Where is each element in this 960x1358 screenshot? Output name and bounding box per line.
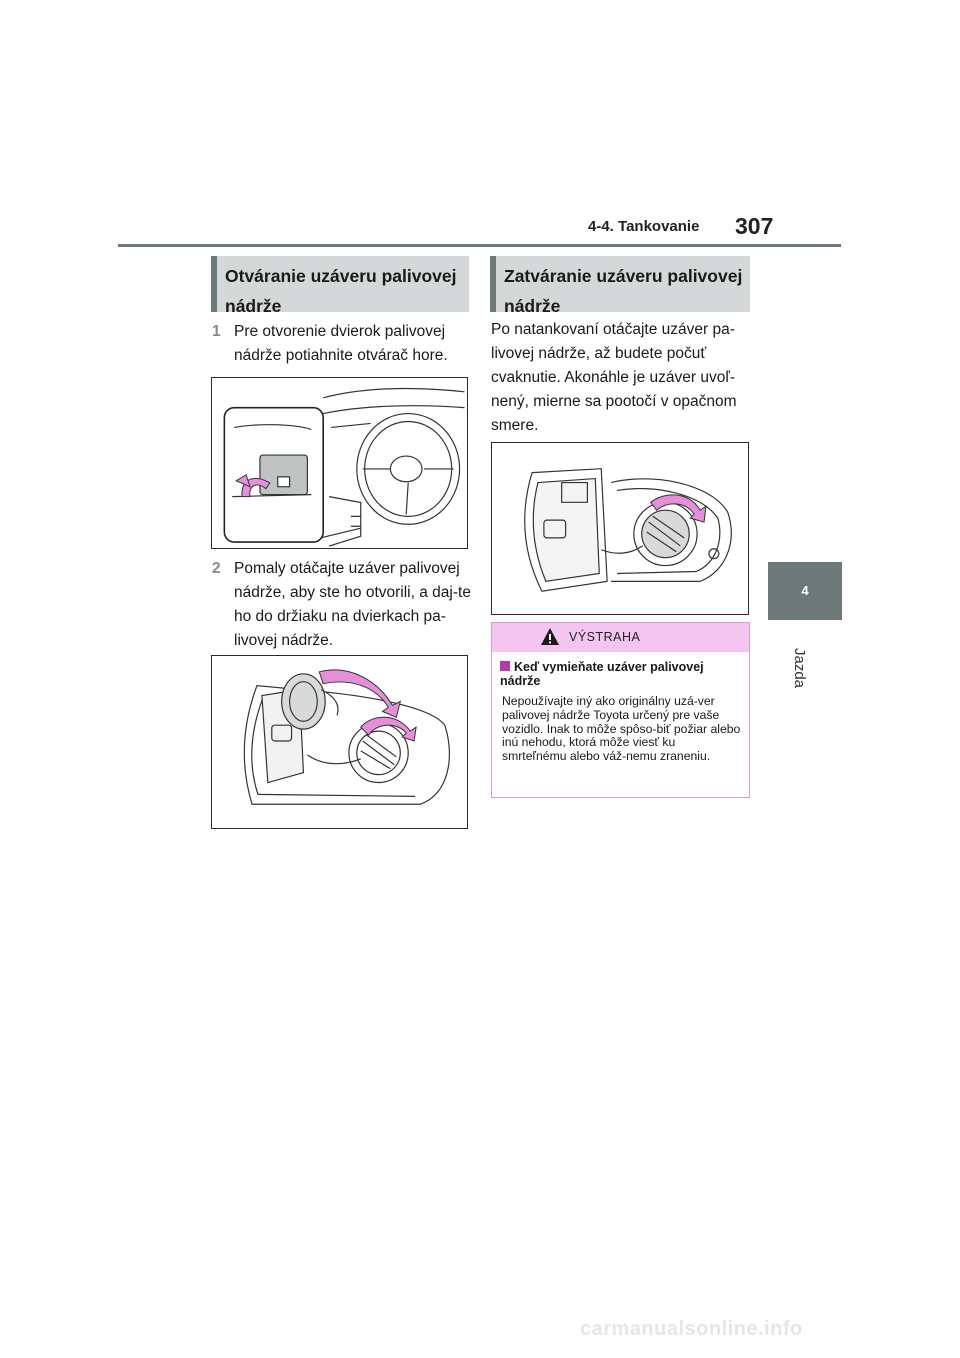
- cap-closing-illustration: [492, 443, 748, 614]
- figure-cap-closing: [491, 442, 749, 615]
- chapter-label: [772, 648, 838, 694]
- warning-box: [491, 622, 750, 798]
- warning-title: VÝSTRAHA: [569, 630, 641, 644]
- warning-triangle-icon: [540, 627, 560, 647]
- figure-cap-removal: [211, 655, 468, 829]
- step-1: [212, 320, 480, 370]
- step-text: Pre otvorenie dvierok palivovej nádrže potiahnite otvárač hore.: [234, 323, 448, 364]
- step-number: 1: [212, 323, 221, 340]
- warning-body: Nepoužívajte iný ako originálny uzá-ver palivovej nádrže Toyota určený pre vaše vozidlo. Inak to môže spôso-biť požiar alebo inú nehodu, ktorá môže viesť ku smrteľnému alebo váž-nemu zraneniu.: [502, 694, 741, 764]
- fuel-door-opener-illustration: [212, 378, 467, 548]
- warning-header: [492, 623, 749, 652]
- right-section-heading: Zatváranie uzáveru palivovej nádrže: [490, 256, 750, 312]
- warning-subtitle: [500, 660, 744, 688]
- step-number: 2: [212, 560, 221, 577]
- step-2: [212, 557, 480, 655]
- warning-subtitle-text: Keď vymieňate uzáver palivovej nádrže: [500, 660, 704, 688]
- cap-removal-illustration: [212, 656, 467, 828]
- header-rule: [118, 244, 841, 247]
- left-section-heading: Otváranie uzáveru palivovej nádrže: [211, 256, 469, 312]
- figure-fuel-door-opener: [211, 377, 468, 549]
- page-number: 307: [735, 213, 774, 239]
- footer-watermark: carmanualsonline.info: [580, 1318, 803, 1340]
- chapter-label-text: Jazda: [791, 648, 808, 689]
- bullet-square-icon: [500, 661, 510, 671]
- step-text: Pomaly otáčajte uzáver palivovej nádrže, aby ste ho otvorili, a daj-te ho do držiaku na dvierkach pa-livovej nádrže.: [234, 560, 471, 649]
- closing-paragraph: Po natankovaní otáčajte uzáver pa-livovej nádrže, až budete počuť cvaknutie. Akonáhle je uzáver uvoľ-nený, mierne sa pootočí v opačnom smere.: [491, 321, 737, 434]
- chapter-tab[interactable]: 4: [768, 562, 842, 620]
- section-title: 4-4. Tankovanie: [588, 218, 700, 235]
